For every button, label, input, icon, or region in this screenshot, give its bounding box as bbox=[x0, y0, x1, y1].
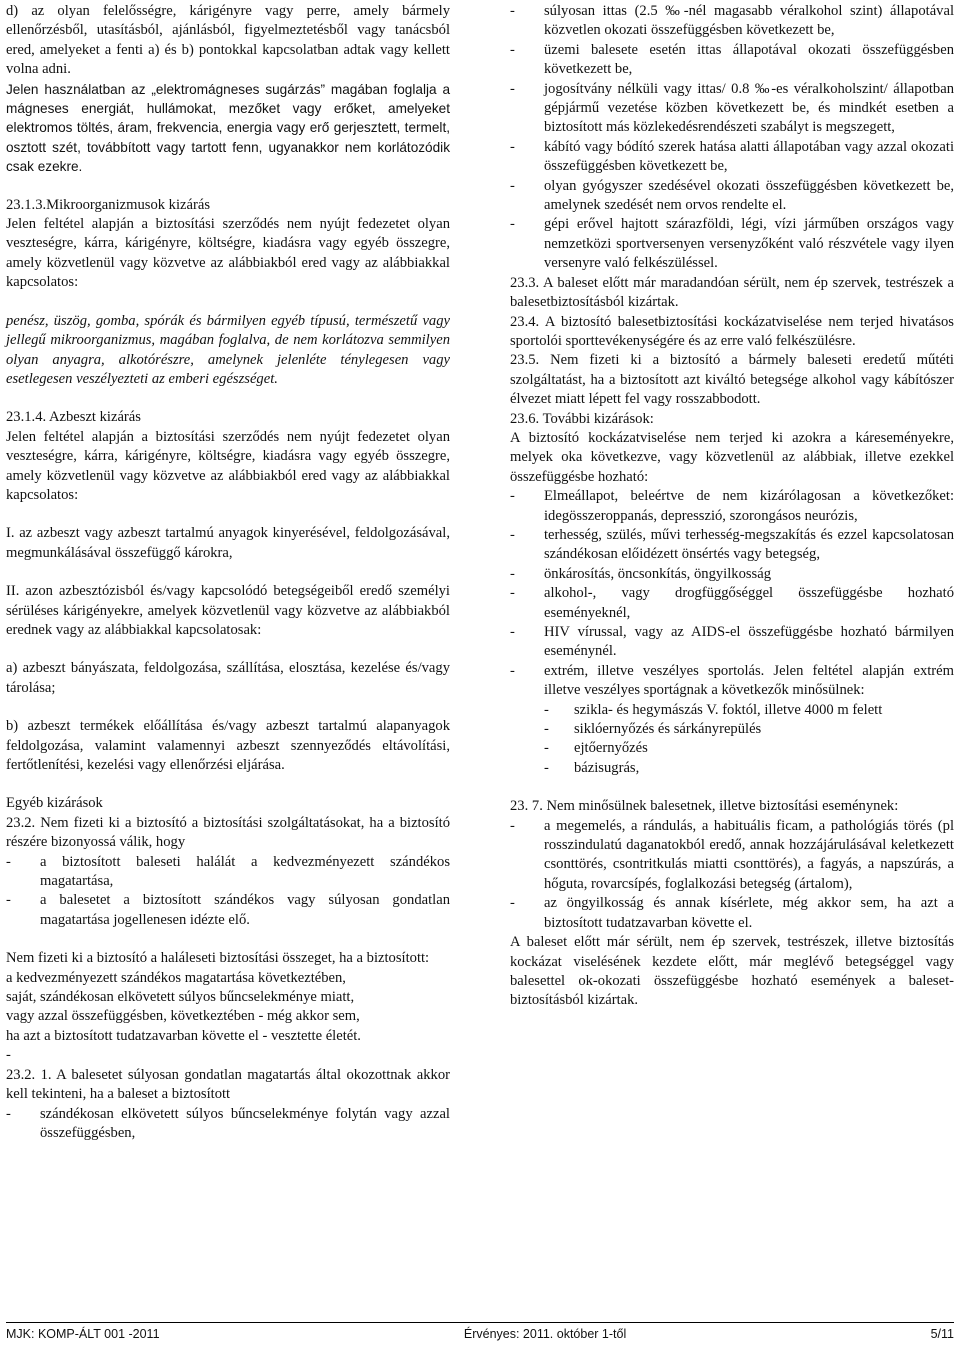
sport-item: - siklóernyőzés és sárkányrepülés bbox=[544, 721, 762, 738]
list-item: - a megemelés, a rándulás, a habituális ficam, a pathológiás törés (pl rosszindulatú daganatokból eredő, annak hozzájárulásával keletkezett csonttörés, csontritkulás miatti csonttörés), a fagyás, a napszúrás, a hőguta, rovarcsípés, foglalkozási betegség (ártalom), bbox=[510, 817, 954, 892]
death-line: ha azt a biztosított tudatzavarban követte el - vesztette életét. bbox=[6, 1027, 361, 1044]
sport-item: - ejtőernyőzés bbox=[544, 740, 648, 757]
list-item: - kábító vagy bódító szerek hatása alatti állapotában vagy azzal okozati összefüggésben következett be, bbox=[510, 138, 954, 175]
list-item: - extrém, illetve veszélyes sportolás. Jelen feltétel alapján extrém illetve veszélyes sportágnak a következők minősülnek: bbox=[510, 662, 954, 699]
right-column bbox=[510, 2, 954, 1011]
death-line: a kedvezményezett szándékos magatartása következtében, bbox=[6, 969, 346, 986]
list-item: - gépi erővel hajtott szárazföldi, légi, vízi járműben országos vagy nemzetközi sportversenyen versenyzőként való részvétele vagy ilyen versenyre való felkészüléssel. bbox=[510, 216, 954, 272]
page-footer bbox=[6, 1322, 954, 1341]
left-column bbox=[6, 2, 450, 1143]
list-item: - önkárosítás, öncsonkítás, öngyilkosság bbox=[510, 565, 771, 582]
section-23-5: 23.5. Nem fizeti ki a biztosító a bármely baleseti eredetű műtéti szolgáltatást, ha a biztosított azt kiváltó betegsége alkohol vagy kábítószer élvezet miatt lépett fel vagy rosszabbodott. bbox=[510, 352, 954, 408]
asbestos-item-ii: II. azon azbesztózisból és/vagy kapcsolódó betegségeiből eredő személyi sérüléses kárigényekre, amelyek közvetlenül vagy közvetve az alábbiakból erednek vagy az alábbiakkal kapcsolatosak: bbox=[6, 583, 450, 638]
item-d: d) az olyan felelősségre, kárigényre vagy perre, amely bármely ellenőrzésből, utasításból, ajánlásból, figyelmeztetésből vagy tanácsból ered, amelyeket a fenti a) és b) pontokkal kapcsolatban adtak vagy kellett volna adni. bbox=[6, 3, 450, 78]
list-item: - a biztosított baleseti halálát a kedvezményezett szándékos magatartása, bbox=[6, 853, 450, 890]
section-23-1-4-text: Jelen feltétel alapján a biztosítási szerződés nem nyújt fedezetet olyan veszteségre, kárra, kárigényre, költségre, kiadásra vagy egyéb összegre, amely közvetlenül vagy közvetve az alábbiakból ered vagy az alábbiakkal kapcsolatos: bbox=[6, 428, 450, 503]
section-23-4: 23.4. A biztosító balesetbiztosítási kockázatviselése nem terjed hivatásos sportolói sporttevékenységére és az erre való felkészülésre. bbox=[510, 313, 954, 349]
page-number: 5/11 bbox=[930, 1327, 954, 1341]
list-item: - HIV vírussal, vagy az AIDS-el összefüggésbe hozható bármilyen eseménynél. bbox=[510, 624, 954, 660]
list-item: - súlyosan ittas (2.5 ‰-nél magasabb véralkohol szint) állapotával közvetlen okozati összefüggésben következett be, bbox=[510, 3, 954, 39]
asbestos-item-b: b) azbeszt termékek előállítása és/vagy azbeszt tartalmú alapanyagok feldolgozása, valamint valamennyi azbeszt szennyeződés eltávolítási, fertőtlenítési, kezelési vagy ellenőrzési eljárása. bbox=[6, 718, 450, 773]
sport-item: - szikla- és hegymászás V. foktól, illetve 4000 m felett bbox=[544, 701, 883, 718]
list-item: - alkohol-, vagy drogfüggőséggel összefüggésbe hozható eseményeknél, bbox=[510, 585, 954, 621]
death-line: - bbox=[6, 1047, 11, 1064]
validity-date: Érvényes: 2011. október 1-től bbox=[463, 1327, 627, 1341]
list-item: - szándékosan elkövetett súlyos bűncselekménye folytán vagy azzal összefüggésben, bbox=[6, 1105, 450, 1141]
death-line: saját, szándékosan elkövetett súlyos bűncselekménye miatt, bbox=[6, 989, 355, 1006]
section-23-2-1-text: 23.2. 1. A balesetet súlyosan gondatlan magatartás által okozottnak akkor kell tekinteni, ha a baleset a biztosított bbox=[6, 1066, 450, 1103]
list-item: - terhesség, szülés, művi terhesség-megszakítás és ezzel kapcsolatosan szándékosan előidézett önsértés vagy betegség, bbox=[510, 526, 954, 563]
list-item: - az öngyilkosság és annak kísérlete, még akkor sem, ha azt a biztosított tudatzavarban követte el. bbox=[510, 895, 954, 931]
asbestos-item-i: I. az azbeszt vagy azbeszt tartalmú anyagok kinyerésével, feldolgozásával, megmunkálásával összefüggő károkra, bbox=[6, 525, 450, 561]
death-benefit-paragraph: Nem fizeti ki a biztosító a haláleseti biztosítási összeget, ha a biztosított: bbox=[6, 950, 430, 967]
closing-paragraph: A baleset előtt már sérült, nem ép szervek, testrészek, illetve biztosítás kockázat viselésének kezdete előtt, már meglévő betegséggel vagy balesettel ok-okozati összefüggésbe hozható események a baleset-biztosításból kizártak. bbox=[510, 934, 954, 1009]
list-item: - a balesetet a biztosított szándékos vagy súlyosan gondatlan magatartása jogellenesen idézte elő. bbox=[6, 892, 450, 928]
section-23-2-text: 23.2. Nem fizeti ki a biztosító a biztosítási szolgáltatásokat, ha a biztosító részére bizonyossá válik, hogy bbox=[6, 814, 450, 851]
section-23-1-3-definition: penész, üszög, gomba, spórák és bármilyen egyéb típusú, természetű vagy jellegű mikroorganizmus, magában foglalva, de nem korlátozva semmilyen olyan anyagra, alkotórészre, amelynek jelenléte ténylegesen vagy esetlegesen veszélyezteti az emberi egészséget. bbox=[6, 312, 450, 387]
other-exclusions-title: Egyéb kizárások bbox=[6, 795, 103, 812]
section-23-1-3-text: Jelen feltétel alapján a biztosítási szerződés nem nyújt fedezetet olyan veszteségre, kárra, kárigényre, költségre, kiadásra vagy egyéb összegre, amely közvetlenül vagy közvetve az alábbiakból ered vagy az alábbiakkal kapcsolatos: bbox=[6, 216, 450, 291]
section-23-6-title: 23.6. További kizárások: bbox=[510, 410, 654, 427]
list-item: - olyan gyógyszer szedésével okozati összefüggésben következett be, amelynek szedését nem orvos rendelte el. bbox=[510, 177, 954, 214]
section-23-6-text: A biztosító kockázatviselése nem terjed ki azokra a káreseményekre, melyek oka következve, vagy közvetlenül az alábbiak, illetve ezekkel összefüggésbe hozható: bbox=[510, 429, 954, 485]
list-item: - Elmeállapot, beleértve de nem kizárólagosan a következőket: idegösszeroppanás, depresszió, szorongásos neurózis, bbox=[510, 488, 954, 524]
em-radiation-definition: Jelen használatban az „elektromágneses sugárzás” magában foglalja a mágneses energiát, hullámokat, mezőket vagy erőket, amelyeket elektromos töltés, áram, frekvencia, energia vagy erő gerjesztett, termelt, osztott szét, továbbított vagy tartott fenn, ugyanakkor nem korlátozódik csak ezekre. bbox=[6, 81, 450, 175]
death-line: vagy azzal összefüggésben, következtében - még akkor sem, bbox=[6, 1008, 360, 1025]
asbestos-item-a: a) azbeszt bányászata, feldolgozása, szállítása, elosztása, kezelése és/vagy tárolása; bbox=[6, 660, 450, 696]
document-code: MJK: KOMP-ÁLT 001 -2011 bbox=[6, 1327, 160, 1341]
section-23-1-3-title: 23.1.3.Mikroorganizmusok kizárás bbox=[6, 196, 211, 213]
section-23-1-4-title: 23.1.4. Azbeszt kizárás bbox=[6, 409, 141, 426]
section-23-7-title: 23. 7. Nem minősülnek balesetnek, illetve biztosítási eseménynek: bbox=[510, 798, 899, 815]
sport-item: - bázisugrás, bbox=[544, 759, 640, 776]
list-item: - jogosítvány nélküli vagy ittas/ 0.8 ‰-es véralkoholszint/ állapotban gépjármű vezetése közben következett be, és mindkét esetben a biztosított más közlekedésrendészeti szabályt is megszegett, bbox=[510, 80, 954, 136]
list-item: - üzemi balesete esetén ittas állapotával okozati összefüggésben következett be, bbox=[510, 41, 954, 78]
section-23-3: 23.3. A baleset előtt már maradandóan sérült, nem ép szervek, testrészek a balesetbiztosításból kizártak. bbox=[510, 274, 954, 311]
